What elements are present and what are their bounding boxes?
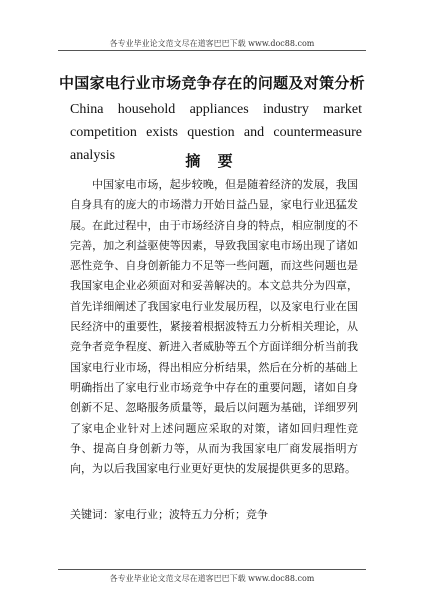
english-title: China household appliances industry market competition exists question and countermeasure analysis [70,102,362,163]
page-header: 各专业毕业论文范文尽在道客巴巴下载 www.doc88.com [109,39,315,48]
abstract-heading: 摘 要 [185,152,239,170]
footer-divider [58,569,366,570]
chinese-title: 中国家电行业市场竞争存在的问题及对策分析 [58,74,365,92]
page-footer: 各专业毕业论文范文尽在道客巴巴下载 www.doc88.com [109,574,315,583]
header-divider [58,50,366,51]
keywords-line: 关键词：家电行业；波特五力分析；竞争 [70,508,268,521]
abstract-body: 中国家电市场，起步较晚，但是随着经济的发展，我国自身具有的庞大的市场潜力开始日益凸显，家电行业迅猛发展。在此过程中，由于市场经济自身的特点，相应制度的不完善，加之利益驱使等因素，导致我国家电市场出现了诸如恶性竞争、自身创新能力不足等一些问题，而这些问题也是我国家电企业必须面对和妥善解决的。本文总共分为四章，首先详细阐述了我国家电行业发展历程，以及家电行业在国民经济中的重要性，紧接着根据波特五力分析相关理论，从竞争者竞争程度、新进入者威胁等五个方面详细分析当前我国家电行业市场，得出相应分析结果，然后在分析的基础上明确指出了家电行业市场竞争中存在的重要问题，诸如自身创新不足、忽略服务质量等，最后以问题为基础，详细罗列了家电企业针对上述问题应采取的对策，诸如回归理性竞争、提高自身创新力等，从而为我国家电厂商发展指明方向，为以后我国家电行业更好更快的发展提供更多的思路。 [70,178,358,476]
